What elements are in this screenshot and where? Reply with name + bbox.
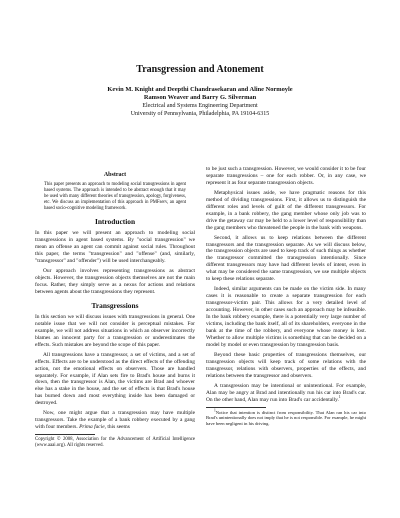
footnote-rule xyxy=(35,434,95,435)
text-run: , this seems xyxy=(104,424,130,431)
affiliation-line-1: Electrical and Systems Engineering Department xyxy=(142,103,258,109)
paragraph: Beyond these basic properties of transgressions themselves, our transgression objects will keep track of some relations with the transgressor, relations with observers, properties of the effects, and relations between the transgressor and observers. xyxy=(206,351,366,379)
abstract-heading: Abstract xyxy=(103,172,127,178)
affiliation-line-2: University of Pennsylvania, Philadelphia, PA 19104-6315 xyxy=(130,111,270,117)
paragraph: In this section we will discuss issues with transgressions in general. One notable issue that we will not consider is perceptual mistakes. For example, we will not address situations in which an observer incorrectly blames an innocent party for a transgression or underestimates the effects. Such mistakes are beyond the scope of this paper. xyxy=(35,313,195,348)
paragraph: All transgressions have a transgressor, a set of victims, and a set of effects. Effects are to be understood as the direct effects of the offending action, not the emotional effects on observers. Those are handled separately. For example, if Alan sets fire to Brad's house and burns it down, then the transgressor is Alan, the victims are Brad and whoever else has a stake in the house, and the set of effects is that Brad's house has burned down and most everything inside has been damaged or destroyed. xyxy=(35,351,195,407)
paragraph xyxy=(35,410,195,431)
paragraph: Second, it allows us to keep relations between the different transgressors and the transgression separate. As we will discuss below, the transgression objects are used to keep track of such things as whether the transgressor committed the transgression intentionally. Since different transgressors may have had different levels of intent, even in what may be considered the same transgression, we use multiple objects to keep these relations separate. xyxy=(206,234,366,283)
section-heading-transgressions: Transgressions xyxy=(91,300,139,310)
footnote xyxy=(206,407,366,427)
left-column xyxy=(35,168,195,449)
text-run: A transgression may be intentional or unintentional. For example, Alan may be angry at Brad and intentionally run his car into Brad's car. On the other hand, Alan may run into Brad's car accidentally. xyxy=(206,382,366,403)
paper-title: Transgression and Atonement xyxy=(136,64,264,75)
paragraph: Indeed, similar arguments can be made on the victim side. In many cases it is reasonable to create a separate transgression for each transgressor-victim pair. This allows for a very detailed level of accounting. However, in other cases such an approach may be infeasible. In the bank robbery example, there is a potentially very large number of victims, including the bank itself, all of its shareholders, everyone in the bank at the time of the robbery, and everyone whose money is lost. Whether to allow multiple victims is something that can be decided on a model by model or even transgression by transgression basis. xyxy=(206,286,366,348)
paragraph xyxy=(206,383,366,404)
italic-text: Prima facie xyxy=(79,424,105,431)
section-heading-introduction: Introduction xyxy=(94,217,136,227)
authors-line-1: Kevin M. Knight and Deepthi Chandrasekaran and Aline Normoyle xyxy=(107,86,293,93)
footnote-marker: 1 xyxy=(338,394,341,399)
affiliation xyxy=(0,102,400,118)
footnote-text: Notice that intention is distinct from responsibility. That Alan ran his car into Brad's unintentionally does not imply that he is not responsible. For example, he might have been negligent in his driving. xyxy=(206,409,366,427)
paragraph: In this paper we will present an approach to modeling social transgressions in agent based systems. By "social transgression" we mean an offense an agent can commit against social rules. Throughout this paper, the terms "transgression" and "offense" (and, similarly, "transgressor" and "offender") will be used interchangeably. xyxy=(35,230,195,265)
copyright-notice: Copyright © 2008, Association for the Advancement of Artificial Intelligence (www.aaai.org). All rights reserved. xyxy=(35,437,195,449)
right-column xyxy=(206,166,366,430)
authors-line-2: Ramson Weaver and Barry G. Silverman xyxy=(143,94,257,101)
paragraph: Our approach involves representing transgressions as abstract objects. However, the transgression objects themselves are not the main focus. Rather, they simply serve as a nexus for actions and relations between agents about the transgressions they represent. xyxy=(35,268,195,295)
text-run: Now, one might argue that a transgression may have multiple transgressors. Take the example of a bank robbery executed by a gang with four members. xyxy=(35,410,195,431)
authors xyxy=(0,86,400,102)
paragraph: Metaphysical issues aside, we have pragmatic reasons for this method of dividing transgressions. First, it allows us to distinguish the different roles and levels of guilt of the different transgressors. For example, in a bank robbery, the gang member whose only job was to drive the getaway car may be held to a lower level of responsibility than the gang members who threatened the people in the bank with weapons. xyxy=(206,189,366,231)
abstract xyxy=(35,182,195,212)
footnote-number: 1 xyxy=(214,407,216,412)
abstract-text: This paper presents an approach to modeling social transgressions in agent based systems. The approach is intended to be abstract enough that it may be used with many different theories of transgression, apology, forgiveness, etc. We discuss an implementation of this approach in PMFserv, an agent based socio-cognitive modeling framework. xyxy=(44,181,186,212)
paragraph: to be just such a transgression. However, we would consider it to be four separate transgressions – one for each robber. Or, in any case, we represent it as four separate transgression objects. xyxy=(206,166,366,186)
